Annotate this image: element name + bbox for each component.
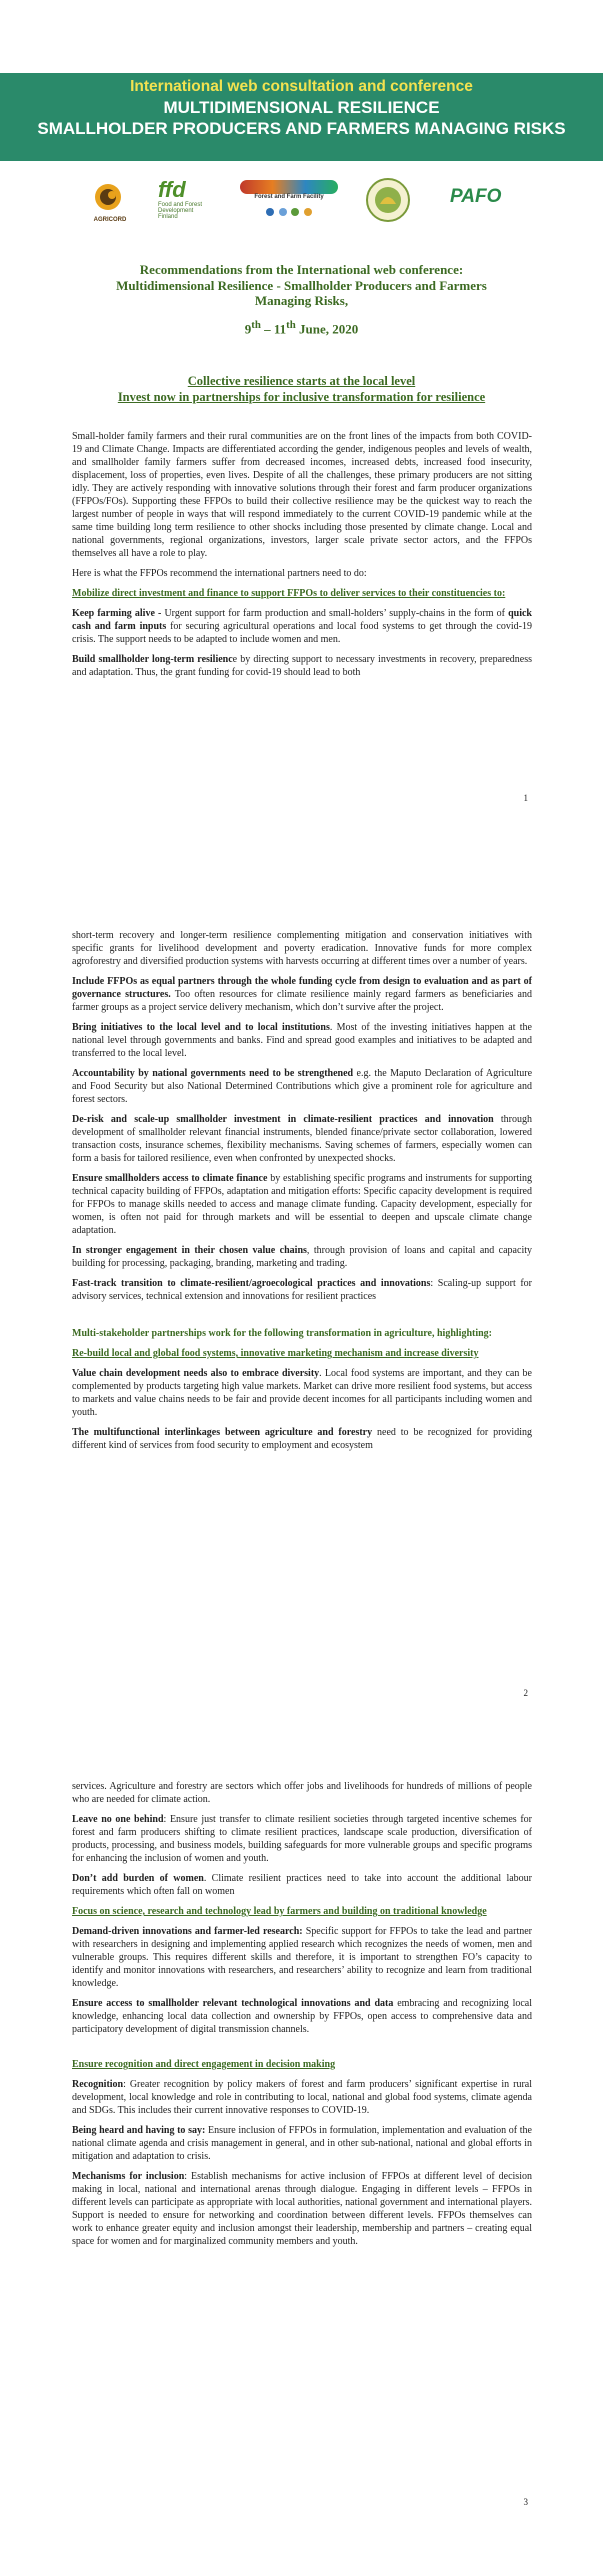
- paragraph-fast-track: Fast-track transition to climate-resilient/agroecological practices and innovations: Scaling-up support for advisory services, technical extension and innovations for resilient practices: [72, 1278, 532, 1302]
- ffd-logo: ffd Food and Forest Development Finland: [158, 178, 206, 220]
- paragraph-recognition: Recognition: Greater recognition by policy makers of forest and farm producers’ significant expertise in rural development, local knowledge and role in contributing to local, national and global food systems, climate agenda and SDGs. This includes their current innovative responses to COVID-19.: [72, 2079, 532, 2116]
- seal-icon: [366, 178, 410, 222]
- page-1-body: [72, 430, 532, 686]
- document-subtitle: [60, 373, 543, 405]
- paragraph-build-resilience: Build smallholder long-term resilience by directing support to necessary investments in recovery, preparedness and adaptation. Thus, the grant funding for covid-19 should lead to both: [72, 654, 532, 678]
- header-banner: [0, 73, 603, 161]
- round-seal-logo: [366, 178, 410, 227]
- partner-logos: [0, 178, 603, 228]
- section-heading-food-systems: Re-build local and global food systems, innovative marketing mechanism and increase diversity: [72, 1348, 479, 1359]
- paragraph-accountability: Accountability by national governments need to be strengthened e.g. the Maputo Declaration of Agriculture and Food Security but also National Determined Contributions which give a prominent role for agriculture and forest sectors.: [72, 1068, 533, 1105]
- fff-partner-marks-icon: [240, 203, 338, 221]
- banner-line-2: MULTIDIMENSIONAL RESILIENCE: [163, 98, 440, 117]
- title-line-1: Recommendations from the International web conference:: [139, 262, 464, 277]
- subtitle-line-2: Invest now in partnerships for inclusive transformation for resilience: [117, 390, 486, 404]
- paragraph-being-heard: Being heard and having to say: Ensure inclusion of FFPOs in formulation, implementation and evaluation of the national climate agenda and crisis management in general, and in other sub-national, national and global efforts in mitigation and adaptation to crisis.: [72, 2125, 532, 2162]
- section-heading-recognition: Ensure recognition and direct engagement in decision making: [72, 2059, 336, 2070]
- paragraph-multifunctional: The multifunctional interlinkages between agriculture and forestry need to be recognized for providing different kind of services from food security to employment and ecosystem: [72, 1427, 532, 1451]
- banner-line-3: SMALLHOLDER PRODUCERS AND FARMERS MANAGING RISKS: [37, 119, 566, 138]
- paragraph-tech-access: Ensure access to smallholder relevant technological innovations and data embracing and recognizing local knowledge, enhancing local data collection and ownership by FFPOs, open access to comprehensive data and participatory development of digital transmission channels.: [72, 1998, 533, 2035]
- paragraph-mechanisms: Mechanisms for inclusion: Establish mechanisms for active inclusion of FFPOs at different level of decision making in local, national and international arenas through dialogue. Engaging in different levels – FFPOs in different levels can participate as appropriate with local authorities, national government and international players. Support is needed to ensure for networking and coordination between different levels. FFPOs themselves can work to enhance greater equity and inclusion amongst their leadership, membership and partners – creating equal space for women and for marginalized community members and youth.: [72, 2171, 532, 2247]
- paragraph-continuation-3: services. Agriculture and forestry are sectors which offer jobs and livelihoods for hundreds of millions of people who are needed for climate action.: [72, 1781, 532, 1805]
- page-3-body: [72, 1780, 532, 2255]
- pafo-logo: PAFO: [450, 186, 502, 207]
- paragraph-include-ffpos: Include FFPOs as equal partners through the whole funding cycle from design to evaluation and as part of governance structures. Too often resources for climate resilience mainly regard farmers as beneficiaries and farmer groups as a project service delivery mechanism, which don’t survive after the project.: [72, 976, 532, 1013]
- title-line-2: Multidimensional Resilience - Smallholder Producers and Farmers: [116, 277, 487, 293]
- paragraph-continuation: short-term recovery and longer-term resilience complementing mitigation and conservation initiatives with specific grants for livelihood development and poverty eradication. Innovative funds for more complex agroforestry and diversified production systems with harvests occurring at different times over a number of years.: [72, 930, 532, 967]
- paragraph-leave-no-one: Leave no one behind: Ensure just transfer to climate resilient societies through targeted incentive schemes for forest and farm producers shifting to climate resilient practices, landscape scale production, diversification of products, processing, and business models, building safeguards for more vulnerable groups and specific programs for enhancing the inclusion of women and youth.: [72, 1814, 532, 1864]
- intro-paragraph: Small-holder family farmers and their rural communities are on the front lines of the impacts from both COVID-19 and Climate Change. Impacts are differentiated according the gender, indigenous peoples and levels of wealth, and smallholder family farmers suffer from decreased incomes, increased debts, increased food insecurity, displacement, loss of properties, even lives. Despite of all the challenges, these primary producers are not sitting idly. They are actively responding with innovative solutions through their forest and farm producer organizations (FFPOs/FOs). Supporting these FFPOs to build their collective resilience may be the quickest way to reach the largest number of people in ways that will respond immediately to the current COVID-19 pandemic while at the same time building long term resilience to other shocks including those presented by climate change. Local and national governments, regional organizations, investors, larger scale private sector actors, and the FFPOs themselves all have a role to play.: [72, 431, 532, 559]
- paragraph-bring-local: Bring initiatives to the local level and to local institutions. Most of the investing initiatives happen at the national level through governments and banks. Find and spread good examples and initiatives to be adapted and transferred to the local level.: [72, 1022, 532, 1059]
- page-number-3: 3: [523, 2497, 528, 2507]
- paragraph-value-chain-diversity: Value chain development needs also to embrace diversity. Local food systems are important, and they can be complemented by products targeting high value markets. Market can drive more resilient food systems, but access to markets and value chains needs to be fair and provide decent incomes for all participants including women and youth.: [72, 1368, 532, 1418]
- page-2-body: [72, 929, 532, 1459]
- conference-date: 9th – 11th June, 2020: [244, 318, 359, 336]
- paragraph-climate-finance: Ensure smallholders access to climate finance by establishing specific programs and instruments for supporting technical capacity building of FFPOs, adaptation and mitigation efforts: Specific capacity development is required for FFPOs to manage skills needed to access and manage climate funding. Capacity development, especially for women, is often not paid for through markets and will be essential to deepen and upscale climate change adaptation.: [72, 1173, 532, 1236]
- document-title: [70, 262, 533, 336]
- page-number-1: 1: [523, 793, 528, 803]
- page-number-2: 2: [523, 1688, 528, 1698]
- subtitle-line-1: Collective resilience starts at the local level: [187, 374, 416, 388]
- fff-logo: Forest and Farm Facility: [240, 180, 338, 221]
- paragraph-burden-women: Don’t add burden of women. Climate resilient practices need to take into account the additional labour requirements which often fall on women: [72, 1873, 532, 1897]
- ffd-wordmark: ffd: [158, 177, 186, 202]
- paragraph-value-chains: In stronger engagement in their chosen value chains, through provision of loans and capital and capacity building for processing, packaging, branding, marketing and trading.: [72, 1245, 532, 1269]
- paragraph-derisk: De-risk and scale-up smallholder investment in climate-resilient practices and innovation through development of smallholder relevant financial instruments, blended finance/private sector collaboration, lowered transaction costs, insurance schemes, flexibility mechanisms. Saving schemes of farmers, especially women can form a basis for tailored resilience, even when confronted by unexpected shocks.: [72, 1114, 532, 1164]
- banner-line-1: International web consultation and conference: [130, 78, 473, 95]
- agricord-icon: [88, 182, 128, 212]
- fff-emblem-icon: [240, 180, 338, 194]
- paragraph-demand-driven: Demand-driven innovations and farmer-led research: Specific support for FFPOs to take the lead and partner with researchers in designing and implementing applied research which recognizes the needs of women, men and vulnerable groups. This requires different skills and therefore, it is important to strengthen FO’s capacity to identify and monitor innovations with researchers, and researchers’ ability to recognize and learn from traditional knowledge.: [72, 1926, 533, 1989]
- lead-paragraph: Here is what the FFPOs recommend the international partners need to do:: [72, 568, 367, 579]
- paragraph-keep-farming: Keep farming alive - Urgent support for farm production and small-holders’ supply-chains in the form of quick cash and farm inputs for securing agricultural operations and local food systems to get through the covid-19 crisis. The support needs to be adapted to include women and men.: [72, 608, 532, 645]
- agricord-logo: AGRICORD: [88, 182, 132, 223]
- section-title-partnerships: Multi-stakeholder partnerships work for the following transformation in agriculture, highlighting:: [72, 1328, 493, 1339]
- section-heading-mobilize: Mobilize direct investment and finance to support FFPOs to deliver services to their constituencies to:: [72, 588, 506, 599]
- section-heading-science: Focus on science, research and technology lead by farmers and building on traditional knowledge: [72, 1906, 487, 1917]
- title-line-3: Managing Risks,: [254, 293, 349, 308]
